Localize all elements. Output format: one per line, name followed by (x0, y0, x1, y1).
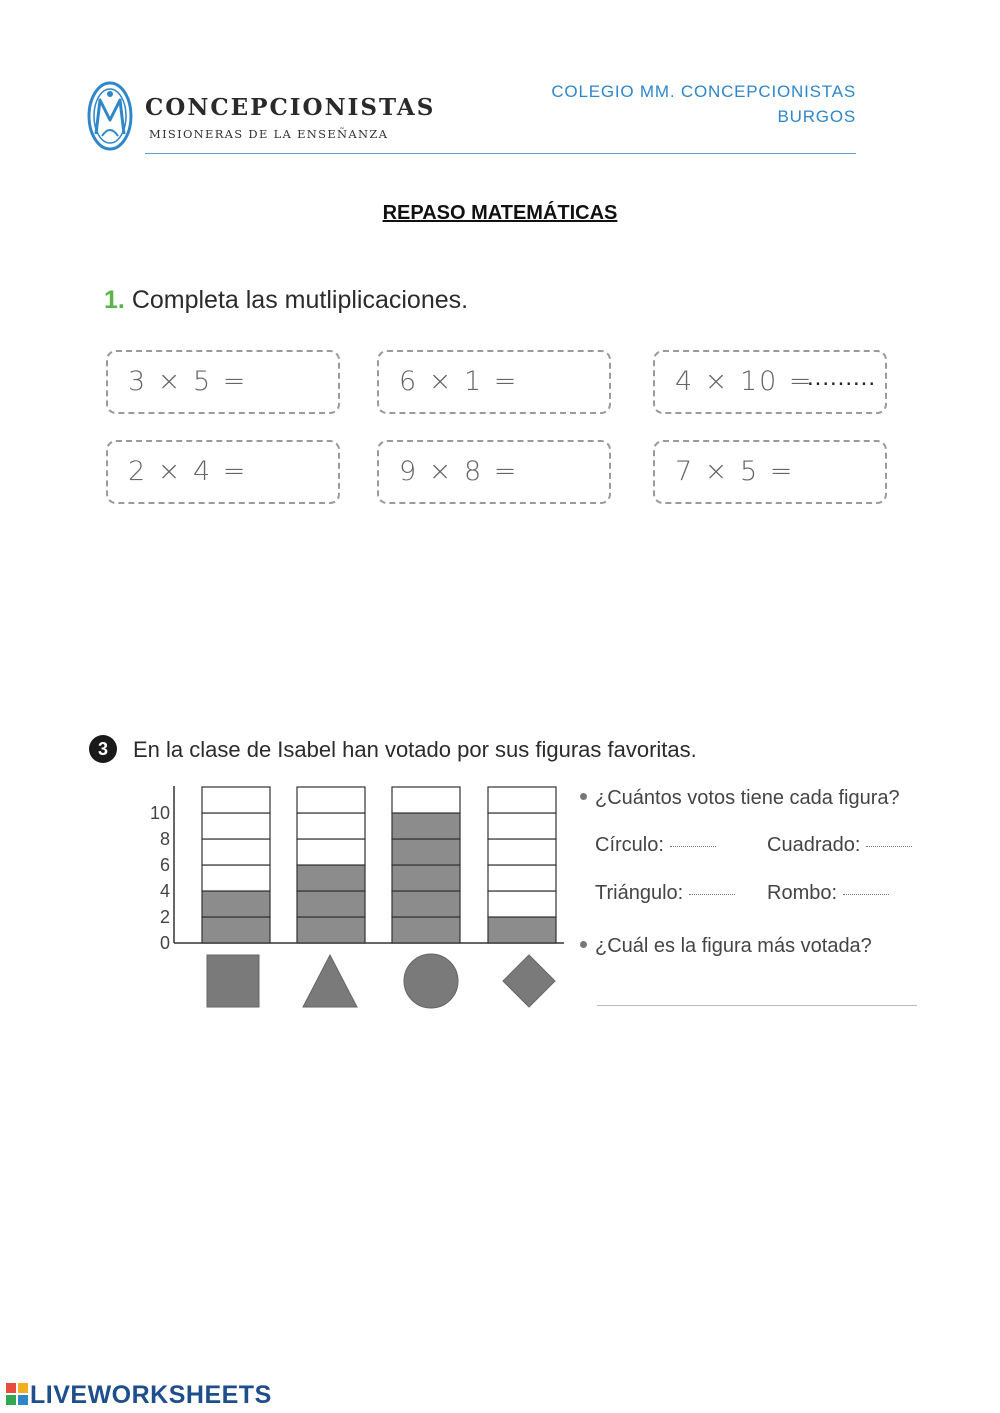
exercise-1-instruction: Completa las mutliplicaciones. (131, 286, 469, 314)
question-votes (580, 787, 900, 810)
brand-subtitle: MISIONERAS DE LA ENSEÑANZA (149, 127, 389, 141)
bar-cell-circle (392, 787, 460, 813)
page-title (0, 202, 1000, 225)
bar-cell-rhombus (488, 891, 556, 917)
bar-cell-square (202, 813, 270, 839)
square-label-text: Cuadrado: (767, 834, 861, 856)
square-votes-label[interactable] (767, 834, 912, 857)
page-title-text: REPASO MATEMÁTICAS (382, 202, 618, 224)
circle-answer-field[interactable] (670, 846, 716, 847)
question-most-voted (580, 935, 872, 958)
answer-field[interactable]: ......... (807, 364, 877, 391)
y-tick-label: 10 (149, 803, 170, 823)
multiplication-expression: 4 × 10 = (675, 366, 814, 397)
liveworksheets-brand: LIVEWORKSHEETS (30, 1381, 272, 1409)
circle-votes-label[interactable] (595, 834, 716, 857)
y-tick-label: 2 (159, 907, 170, 927)
triangle-label-text: Triángulo: (595, 882, 684, 904)
y-tick-label: 4 (159, 881, 170, 901)
bar-cell-circle (392, 891, 460, 917)
bar-cell-square (202, 787, 270, 813)
bar-cell-triangle (297, 787, 365, 813)
bar-cell-triangle (297, 813, 365, 839)
exercise-3-number: 3 (89, 735, 117, 763)
bar-cell-square (202, 891, 270, 917)
school-logo (86, 80, 134, 157)
exercise-1-number: 1. (104, 286, 125, 314)
bar-cell-triangle (297, 891, 365, 917)
bar-cell-square (202, 865, 270, 891)
header-divider (145, 153, 856, 154)
multiplication-expression: 2 × 4 = (128, 456, 248, 487)
square-icon (207, 955, 259, 1007)
liveworksheets-icon (6, 1383, 28, 1410)
question-most-voted-text: ¿Cuál es la figura más votada? (595, 935, 872, 957)
square-answer-field[interactable] (866, 846, 912, 847)
bar-cell-rhombus (488, 865, 556, 891)
bar-cell-rhombus (488, 839, 556, 865)
question-votes-text: ¿Cuántos votos tiene cada figura? (595, 787, 900, 809)
school-name: COLEGIO MM. CONCEPCIONISTAS (551, 82, 856, 101)
bar-cell-rhombus (488, 917, 556, 943)
y-tick-label: 6 (159, 855, 170, 875)
bar-cell-rhombus (488, 787, 556, 813)
multiplication-expression: 6 × 1 = (399, 366, 519, 397)
multiplication-expression: 7 × 5 = (675, 456, 795, 487)
multiplication-box[interactable] (106, 350, 340, 414)
triangle-votes-label[interactable] (595, 882, 735, 905)
multiplication-expression: 3 × 5 = (128, 366, 248, 397)
y-tick-label: 0 (159, 933, 170, 953)
exercise-1-heading (104, 286, 468, 315)
multiplication-box[interactable] (377, 350, 611, 414)
rhombus-votes-label[interactable] (767, 882, 889, 905)
bar-cell-triangle (297, 865, 365, 891)
multiplication-box[interactable] (653, 350, 887, 414)
multiplication-box[interactable] (377, 440, 611, 504)
rhombus-icon (503, 955, 555, 1007)
multiplication-box[interactable] (106, 440, 340, 504)
multiplication-expression: 9 × 8 = (399, 456, 519, 487)
bar-cell-circle (392, 865, 460, 891)
bar-cell-square (202, 839, 270, 865)
school-city: BURGOS (777, 107, 856, 126)
rhombus-label-text: Rombo: (767, 882, 838, 904)
circle-label-text: Círculo: (595, 834, 664, 856)
triangle-icon (303, 955, 357, 1007)
bar-cell-triangle (297, 917, 365, 943)
votes-bar-chart (140, 776, 570, 1016)
y-tick-label: 8 (159, 829, 170, 849)
exercise-3-instruction: En la clase de Isabel han votado por sus figuras favoritas. (133, 737, 697, 762)
bar-cell-circle (392, 813, 460, 839)
bar-cell-triangle (297, 839, 365, 865)
multiplication-box[interactable] (653, 440, 887, 504)
rhombus-answer-field[interactable] (843, 894, 889, 895)
bar-cell-rhombus (488, 813, 556, 839)
bar-cell-circle (392, 917, 460, 943)
most-voted-answer-line[interactable] (597, 1005, 917, 1006)
brand-name: CONCEPCIONISTAS (145, 94, 436, 121)
circle-icon (404, 954, 458, 1008)
triangle-answer-field[interactable] (689, 894, 735, 895)
bar-cell-square (202, 917, 270, 943)
bar-cell-circle (392, 839, 460, 865)
